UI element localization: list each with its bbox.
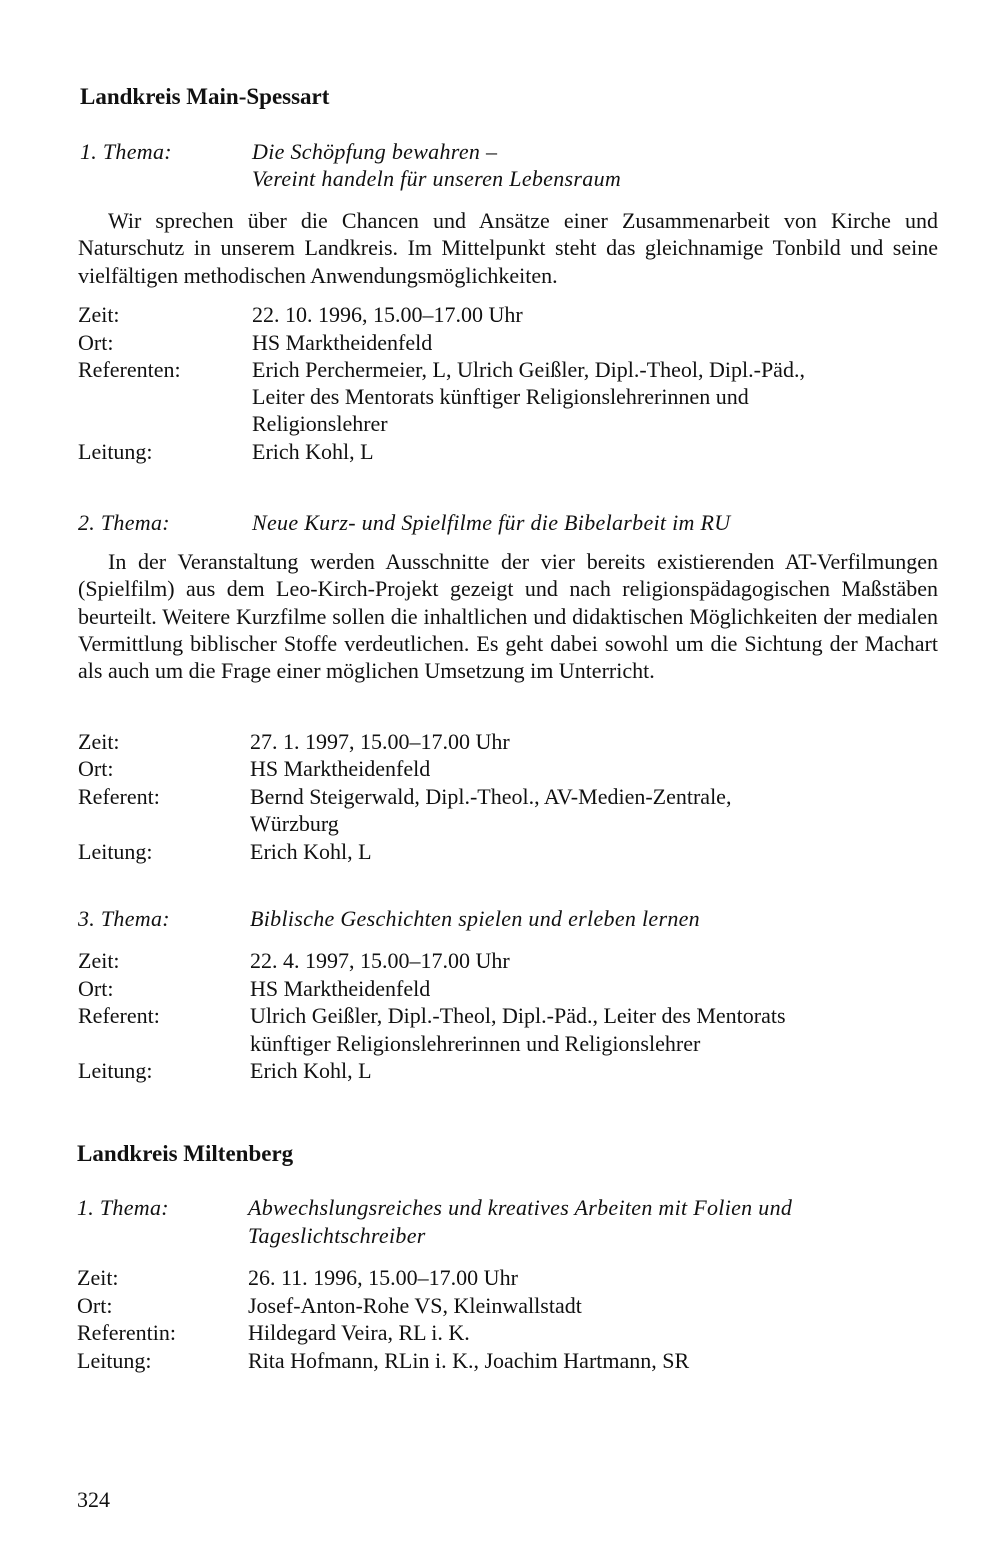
detail-label: Zeit: [77, 1265, 119, 1290]
topic-label: 2. Thema: [78, 510, 170, 535]
section-heading: Landkreis Main-Spessart [80, 84, 330, 109]
page-number: 324 [77, 1487, 110, 1512]
detail-value: Erich Kohl, L [250, 839, 372, 864]
detail-value: Ulrich Geißler, Dipl.-Theol, Dipl.-Päd., Leiter des Mentorats [250, 1003, 786, 1028]
detail-value: 27. 1. 1997, 15.00–17.00 Uhr [250, 729, 510, 754]
detail-value: HS Marktheidenfeld [250, 976, 431, 1001]
detail-value: Bernd Steigerwald, Dipl.-Theol., AV-Medien-Zentrale, [250, 784, 732, 809]
detail-label: Zeit: [78, 302, 120, 327]
topic-title-line: Tageslichtschreiber [248, 1223, 426, 1248]
topic-title-line: Biblische Geschichten spielen und erleben lernen [250, 906, 700, 931]
topic-description: In der Veranstaltung werden Ausschnitte der vier bereits existierenden AT-Verfilmungen (Spielfilm) aus dem Leo-Kirch-Projekt gezeigt und nach religionspädagogischen Maßstäben beurteilt. Weitere Kurzfilme sollen die inhaltlichen und didaktischen Möglichkeiten der medialen Vermittlung biblischer Stoffe verdeutlichen. Es geht dabei sowohl um die Sichtung der Machart als auch um die Frage einer möglichen Umsetzung im Unterricht. [78, 549, 938, 684]
topic-title-line: Vereint handeln für unseren Lebensraum [252, 166, 622, 191]
detail-value: HS Marktheidenfeld [252, 330, 433, 355]
detail-label: Zeit: [78, 729, 120, 754]
detail-value: Erich Perchermeier, L, Ulrich Geißler, Dipl.-Theol, Dipl.-Päd., [252, 357, 805, 382]
detail-value: HS Marktheidenfeld [250, 756, 431, 781]
detail-value: 22. 10. 1996, 15.00–17.00 Uhr [252, 302, 523, 327]
detail-value: Josef-Anton-Rohe VS, Kleinwallstadt [248, 1293, 582, 1318]
detail-label: Referentin: [77, 1320, 176, 1345]
detail-label: Ort: [78, 756, 114, 781]
topic-title-line: Neue Kurz- und Spielfilme für die Bibelarbeit im RU [252, 510, 731, 535]
detail-value: Religionslehrer [252, 411, 388, 436]
detail-value: Würzburg [250, 811, 339, 836]
topic-title-line: Die Schöpfung bewahren – [252, 139, 498, 164]
detail-label: Ort: [78, 330, 114, 355]
section-heading: Landkreis Miltenberg [77, 1141, 294, 1166]
detail-label: Zeit: [78, 948, 120, 973]
detail-value: Erich Kohl, L [252, 439, 374, 464]
detail-value: Leiter des Mentorats künftiger Religionslehrerinnen und [252, 384, 749, 409]
detail-label: Referent: [78, 784, 160, 809]
detail-value: Hildegard Veira, RL i. K. [248, 1320, 470, 1345]
topic-label: 3. Thema: [78, 906, 170, 931]
detail-value: Rita Hofmann, RLin i. K., Joachim Hartmann, SR [248, 1348, 690, 1373]
topic-label: 1. Thema: [77, 1195, 169, 1220]
topic-label: 1. Thema: [80, 139, 172, 164]
detail-label: Ort: [78, 976, 114, 1001]
detail-label: Leitung: [78, 839, 153, 864]
detail-label: Leitung: [78, 1058, 153, 1083]
detail-label: Referenten: [78, 357, 181, 382]
detail-value: künftiger Religionslehrerinnen und Religionslehrer [250, 1031, 701, 1056]
detail-label: Referent: [78, 1003, 160, 1028]
detail-label: Leitung: [77, 1348, 152, 1373]
detail-value: Erich Kohl, L [250, 1058, 372, 1083]
topic-description: Wir sprechen über die Chancen und Ansätze einer Zusammenarbeit von Kirche und Naturschutz in unserem Landkreis. Im Mittelpunkt steht das gleichnamige Tonbild und seine vielfältigen methodischen Anwendungsmöglichkeiten. [78, 208, 938, 288]
detail-value: 22. 4. 1997, 15.00–17.00 Uhr [250, 948, 510, 973]
detail-label: Leitung: [78, 439, 153, 464]
detail-value: 26. 11. 1996, 15.00–17.00 Uhr [248, 1265, 518, 1290]
detail-label: Ort: [77, 1293, 113, 1318]
topic-title-line: Abwechslungsreiches und kreatives Arbeiten mit Folien und [248, 1195, 793, 1220]
